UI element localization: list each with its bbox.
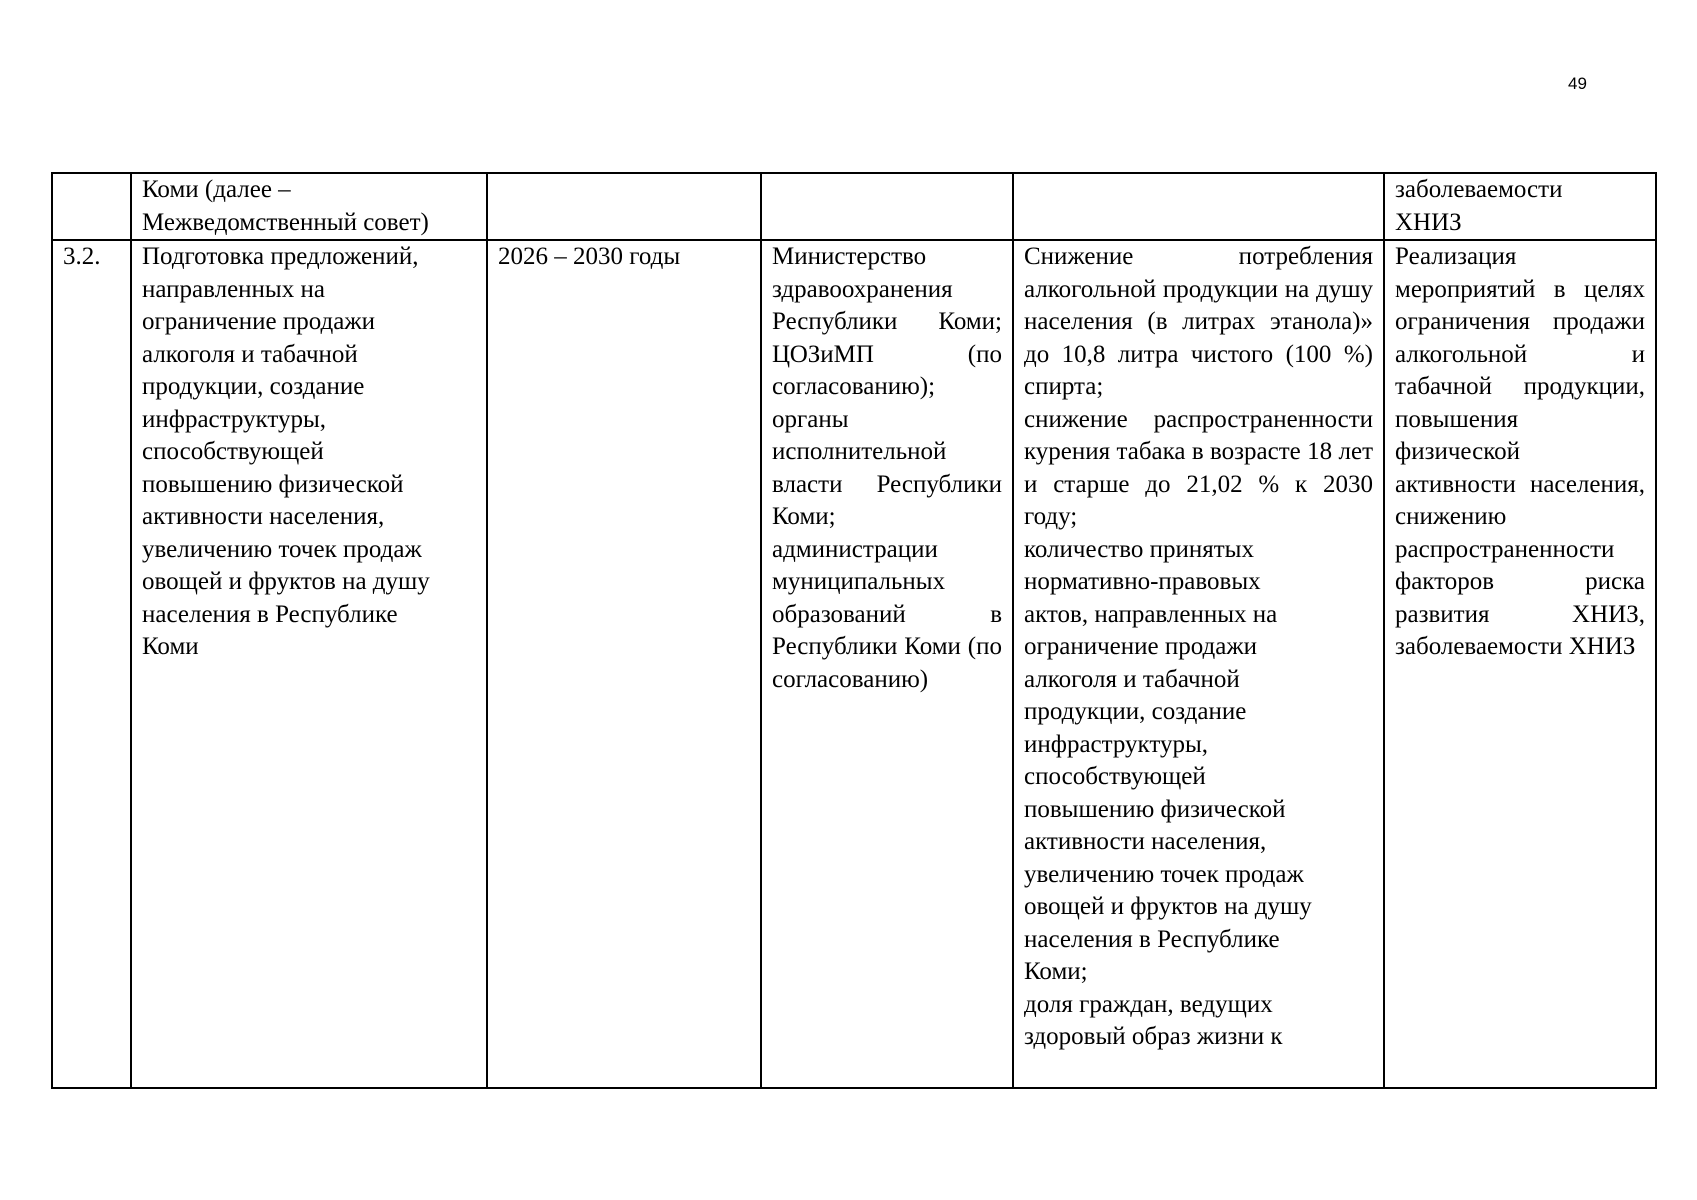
cell-responsible: Министерство здравоохранения Республики Коми; ЦОЗиМП (по согласованию); органы исполнительной власти Республики Коми; администрации муниципальных образований в Республики Коми (по согласованию) [761,240,1013,1088]
cell-indicator: Снижение потребления алкогольной продукции на душу населения (в литрах этанола)» до 10,8 литра чистого (100 %) спирта; снижение распространенности курения табака в возрасте 18 лет и старше до 21,02 % к 2030 году; количество принятых нормативно-правовых актов, направленных на ограничение продажи алкоголя и табачной продукции, создание инфраструктуры, способствующей повышению физической активности населения, увеличению точек продаж овощей и фруктов на душу населения в Республике Коми; доля граждан, ведущих здоровый образ жизни к [1013,240,1384,1088]
cell-period [487,173,761,240]
cell-period: 2026 – 2030 годы [487,240,761,1088]
cell-event: Подготовка предложений, направленных на ограничение продажи алкоголя и табачной продукции, создание инфраструктуры, способствующей повышению физической активности населения, увеличению точек продаж овощей и фруктов на душу населения в Республике Коми [131,240,487,1088]
measures-table [51,172,1657,1089]
table-row-continuation [52,173,1656,240]
cell-result: заболеваемости ХНИЗ [1384,173,1656,240]
cell-result: Реализация мероприятий в целях ограничения продажи алкогольной и табачной продукции, повышения физической активности населения, снижению распространенности факторов риска развития ХНИЗ, заболеваемости ХНИЗ [1384,240,1656,1088]
cell-event: Коми (далее – Межведомственный совет) [131,173,487,240]
cell-indicator [1013,173,1384,240]
cell-responsible [761,173,1013,240]
table-row-3-2 [52,240,1656,1088]
page-number: 49 [1568,74,1587,93]
cell-number [52,173,131,240]
cell-number: 3.2. [52,240,131,1088]
